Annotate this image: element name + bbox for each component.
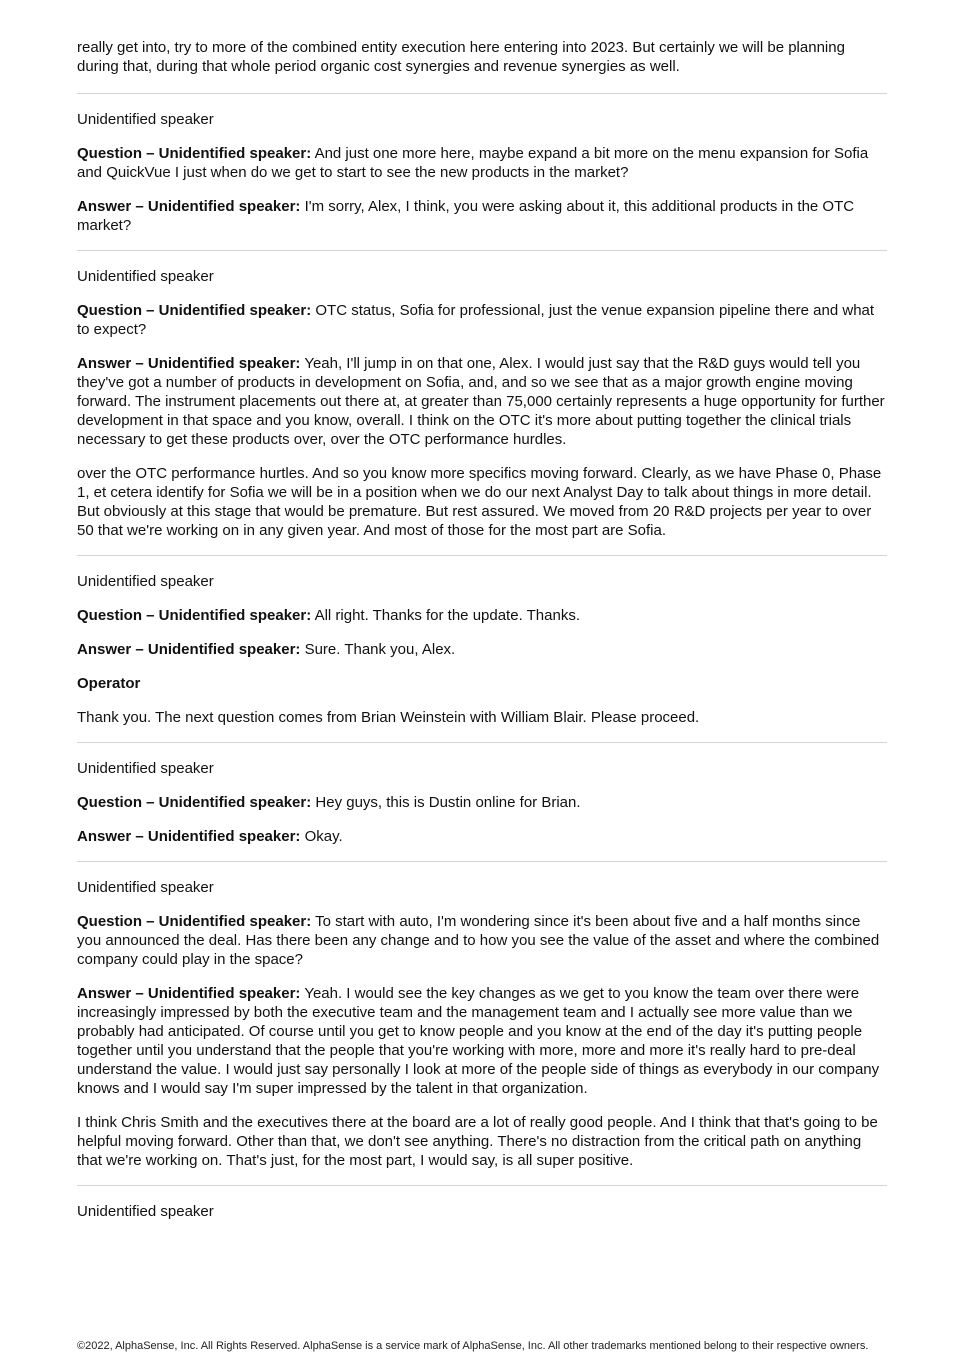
answer-text: Yeah. I would see the key changes as we get to you know the team over there were increasingly impressed by both the executive team and the management team and I actually see more value than we probably had anticipated. Of course until you get to know people and you know at the end of the day it's putting people together until you understand that the people that you're working with more, more and more it's really hard to pre-deal understand the value. I would just say personally I look at more of the people side of things as everybody in our company knows and I would say I'm super impressed by the talent in that organization. bbox=[77, 985, 880, 1097]
question-text: OTC status, Sofia for professional, just the venue expansion pipeline there and what to expect? bbox=[77, 302, 875, 338]
section-divider bbox=[77, 861, 887, 862]
answer-text: Sure. Thank you, Alex. bbox=[304, 641, 456, 658]
speaker-heading: Unidentified speaker bbox=[77, 1203, 214, 1220]
operator-text: Thank you. The next question comes from Brian Weinstein with William Blair. Please proceed. bbox=[77, 709, 700, 726]
operator-label: Operator bbox=[77, 675, 141, 692]
question-text: All right. Thanks for the update. Thanks. bbox=[314, 607, 580, 624]
section-divider bbox=[77, 93, 887, 94]
question-paragraph bbox=[77, 912, 887, 969]
question-label: Question – Unidentified speaker: bbox=[77, 794, 312, 811]
speaker-heading: Unidentified speaker bbox=[77, 111, 214, 128]
section-divider bbox=[77, 555, 887, 556]
answer-paragraph bbox=[77, 984, 887, 1098]
transcript-page bbox=[77, 38, 887, 1236]
answer-paragraph bbox=[77, 354, 887, 449]
question-paragraph bbox=[77, 301, 887, 339]
section-divider bbox=[77, 250, 887, 251]
question-label: Question – Unidentified speaker: bbox=[77, 145, 312, 162]
question-text: To start with auto, I'm wondering since it's been about five and a half months since you announced the deal. Has there been any change and to how you see the value of the asset and where the combined company could play in the space? bbox=[77, 913, 880, 968]
answer-continuation: over the OTC performance hurtles. And so you know more specifics moving forward. Clearly, as we have Phase 0, Phase 1, et cetera identify for Sofia we will be in a position when we do our next Analyst Day to talk about things in more detail. But obviously at this stage that would be premature. But rest assured. We moved from 20 R&D projects per year to over 50 that we're working on in any given year. And most of those for the most part are Sofia. bbox=[77, 465, 882, 539]
question-label: Question – Unidentified speaker: bbox=[77, 913, 312, 930]
answer-label: Answer – Unidentified speaker: bbox=[77, 641, 301, 658]
speaker-heading: Unidentified speaker bbox=[77, 573, 214, 590]
question-text: And just one more here, maybe expand a bit more on the menu expansion for Sofia and QuickVue I just when do we get to start to see the new products in the market? bbox=[77, 145, 869, 181]
speaker-heading: Unidentified speaker bbox=[77, 268, 214, 285]
answer-label: Answer – Unidentified speaker: bbox=[77, 198, 301, 215]
question-paragraph bbox=[77, 144, 887, 182]
section-divider bbox=[77, 1185, 887, 1186]
answer-paragraph bbox=[77, 197, 887, 235]
answer-label: Answer – Unidentified speaker: bbox=[77, 355, 301, 372]
question-paragraph bbox=[77, 793, 887, 812]
question-label: Question – Unidentified speaker: bbox=[77, 302, 312, 319]
speaker-heading: Unidentified speaker bbox=[77, 760, 214, 777]
answer-text: I'm sorry, Alex, I think, you were asking about it, this additional products in the OTC market? bbox=[77, 198, 855, 234]
answer-paragraph bbox=[77, 827, 887, 846]
question-paragraph bbox=[77, 606, 887, 625]
answer-text: Yeah, I'll jump in on that one, Alex. I would just say that the R&D guys would tell you they've got a number of products in development on Sofia, and, and so we see that as a major growth engine moving forward. The instrument placements out there at, at greater than 75,000 certainly represents a huge opportunity for further development in that space and you know, overall. I think on the OTC it's more about putting together the clinical trials necessary to get these products over, over the OTC performance hurdles. bbox=[77, 355, 885, 448]
question-text: Hey guys, this is Dustin online for Brian. bbox=[315, 794, 581, 811]
answer-label: Answer – Unidentified speaker: bbox=[77, 828, 301, 845]
section-divider bbox=[77, 742, 887, 743]
question-label: Question – Unidentified speaker: bbox=[77, 607, 312, 624]
answer-text: Okay. bbox=[304, 828, 343, 845]
intro-paragraph: really get into, try to more of the combined entity execution here entering into 2023. But certainly we will be planning during that, during that whole period organic cost synergies and revenue synergies as well. bbox=[77, 39, 845, 75]
answer-label: Answer – Unidentified speaker: bbox=[77, 985, 301, 1002]
speaker-heading: Unidentified speaker bbox=[77, 879, 214, 896]
answer-paragraph bbox=[77, 640, 887, 659]
answer-continuation: I think Chris Smith and the executives there at the board are a lot of really good people. And I think that that's going to be helpful moving forward. Other than that, we don't see anything. There's no distraction from the critical path on anything that we're working on. That's just, for the most part, I would say, is all super positive. bbox=[77, 1114, 878, 1169]
copyright-footer: ©2022, AlphaSense, Inc. All Rights Reserved. AlphaSense is a service mark of AlphaSense, Inc. All other trademarks mentioned belong to their respective owners. bbox=[77, 1340, 869, 1352]
